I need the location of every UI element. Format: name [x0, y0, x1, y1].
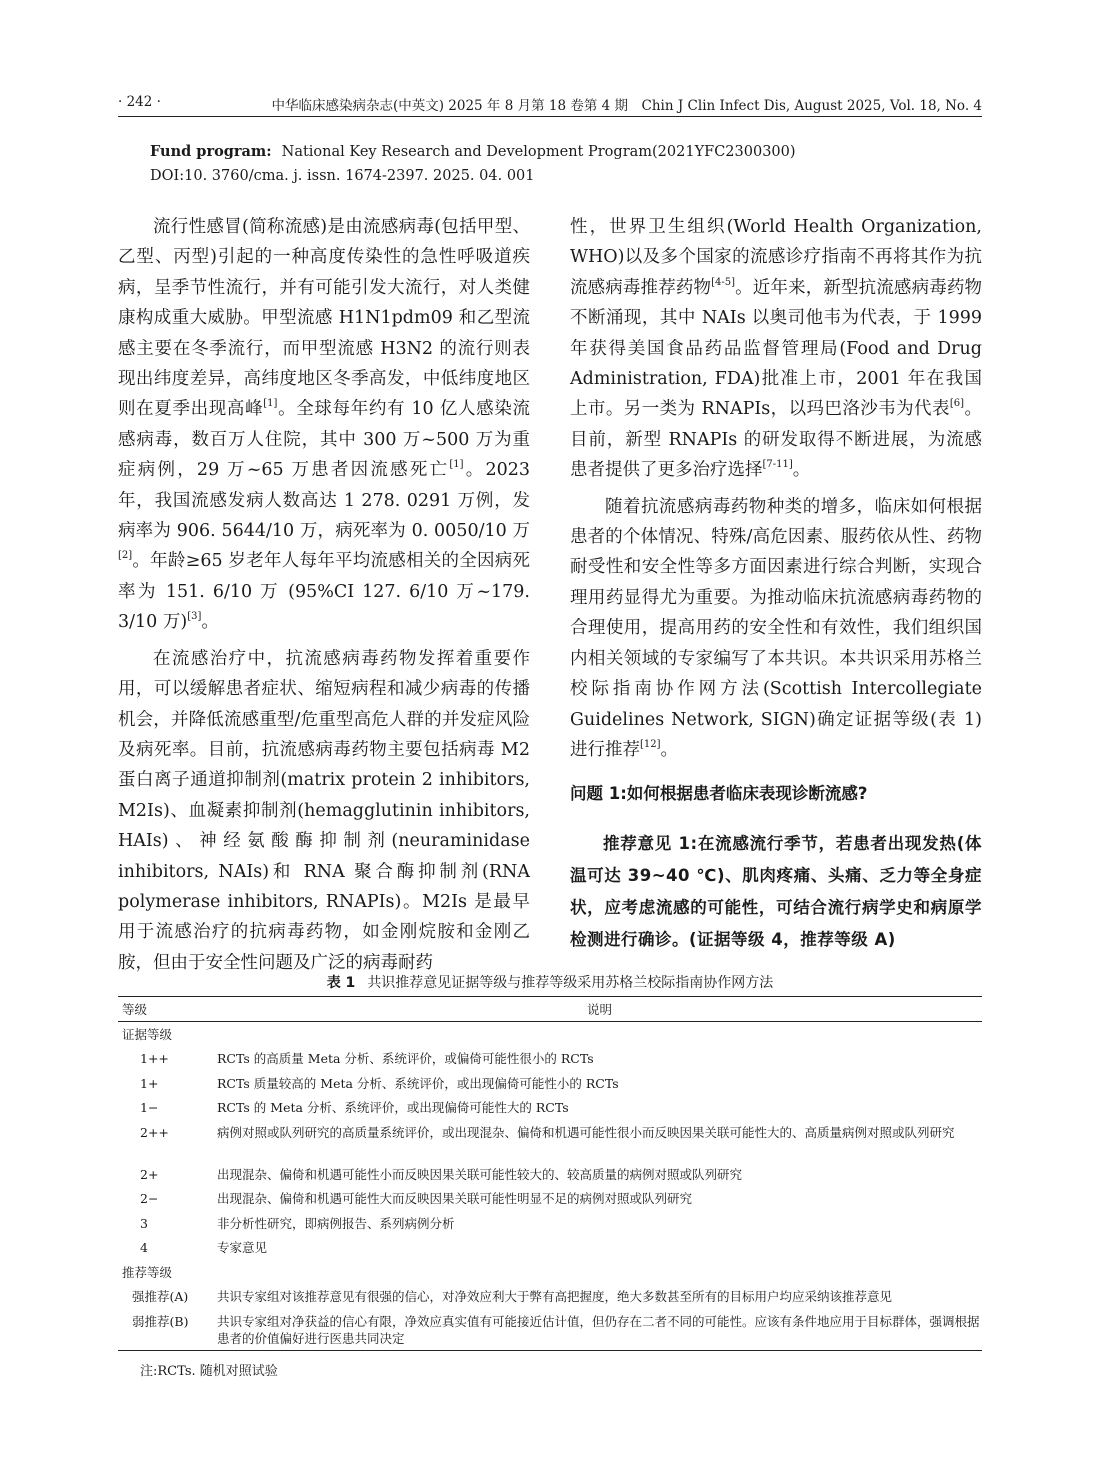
intro-paragraph-2: 在流感治疗中，抗流感病毒药物发挥着重要作用，可以缓解患者症状、缩短病程和减少病毒的传播机会，并降低流感重型/危重型高危人群的并发症风险及病死率。目前，抗流感病毒药物主要包括病毒 M2 蛋白离子通道抑制剂(matrix protein 2 inhibitors, M2Is)、血凝素抑制剂(hemagglutinin inhibitors, HAIs)、神经氨酸酶抑制剂(neuraminidase inhibitors, NAIs)和 RNA 聚合酶抑制剂(RNA polymerase inhibitors, RNAPIs)。M2Is 是最早用于流感治疗的抗病毒药物，如金刚烷胺和金刚乙胺，但由于安全性问题及广泛的病毒耐药	[118, 648, 530, 973]
citation-7-11[interactable]: [7-11]	[762, 459, 793, 471]
level-cell: 1+	[140, 1075, 159, 1091]
fund-block	[150, 140, 796, 188]
citation-6[interactable]: [6]	[949, 398, 965, 410]
cont-text-b: 。近年来，新型抗流感病毒药物不断涌现，其中 NAIs 以奥司他韦为代表，于 1999 年获得美国食品药品监督管理局(Food and Drug Administration, FDA)批准上市，2001 年在我国上市。另一类为 RNAPIs，以玛巴洛沙韦为代表	[570, 277, 982, 420]
desc-cell: 专家意见	[217, 1240, 268, 1255]
intro-text-b: 。全球每年约有 10 亿人感染流感病毒，数百万人住院，其中 300 万~500 万为重症病例，29 万~65 万患者因流感死亡	[118, 399, 530, 481]
right-column	[570, 212, 982, 956]
col-header-level: 等级	[118, 997, 217, 1022]
citation-3[interactable]: [3]	[187, 611, 202, 623]
level-cell: 4	[140, 1240, 148, 1255]
desc-cell: 非分析性研究，即病例报告、系列病例分析	[217, 1215, 455, 1231]
citation-1[interactable]: [1]	[263, 398, 278, 410]
col-header-description: 说明	[217, 997, 982, 1022]
table-row	[118, 1309, 982, 1351]
table-title: 共识推荐意见证据等级与推荐等级采用苏格兰校际指南协作网方法	[367, 975, 774, 991]
desc-cell: 出现混杂、偏倚和机遇可能性大而反映因果关联可能性明显不足的病例对照或队列研究	[217, 1191, 693, 1206]
table-row	[118, 1071, 982, 1096]
group-row-recommendation	[118, 1260, 982, 1285]
group-label: 证据等级	[122, 1027, 173, 1042]
table-row	[118, 1284, 982, 1309]
citation-4-5[interactable]: [4-5]	[711, 276, 736, 288]
citation-12[interactable]: [12]	[640, 738, 661, 750]
table-row	[118, 1211, 982, 1236]
table-caption	[118, 972, 982, 992]
purpose-text-a: 随着抗流感病毒药物种类的增多，临床如何根据患者的个体情况、特殊/高危因素、服药依从性、药物耐受性和安全性等多方面因素进行综合判断，实现合理用药显得尤为重要。为推动临床抗流感病毒药物的合理使用，提高用药的安全性和有效性，我们组织国内相关领域的专家编写了本共识。本共识采用苏格兰校际指南协作网方法(Scottish Intercollegiate Guidelines Network, SIGN)确定证据等级(表 1)进行推荐	[570, 496, 982, 760]
continued-paragraph	[570, 212, 982, 486]
citation-2[interactable]: [2]	[118, 550, 133, 562]
header-rule	[118, 116, 982, 117]
table-row	[118, 1095, 982, 1120]
table-row	[118, 1120, 982, 1162]
cont-text-d: 。	[792, 460, 811, 481]
doi-line: DOI:10. 3760/cma. j. issn. 1674-2397. 2025. 04. 001	[150, 168, 535, 184]
level-cell: 1++	[140, 1051, 169, 1066]
purpose-text-b: 。	[660, 739, 679, 760]
left-column	[118, 212, 530, 978]
table-note: 注:RCTs. 随机对照试验	[140, 1364, 278, 1379]
level-cell: 3	[140, 1215, 148, 1231]
group-label: 推荐等级	[122, 1264, 173, 1280]
journal-title: 中华临床感染病杂志(中英文) 2025 年 8 月第 18 卷第 4 期 Chin J Clin Infect Dis, August 2025, Vol. 18, No. 4	[271, 98, 982, 114]
cont-text-a: 性，世界卫生组织(World Health Organization, WHO)以及多个国家的流感诊疗指南不再将其作为抗流感病毒推荐药物	[570, 217, 982, 298]
page-number: · 242 ·	[118, 94, 161, 110]
group-row-evidence	[118, 1022, 982, 1047]
desc-cell: RCTs 的高质量 Meta 分析、系统评价，或偏倚可能性很小的 RCTs	[217, 1051, 594, 1066]
table-label: 表 1	[326, 975, 356, 991]
question-heading: 问题 1:如何根据患者临床表现诊断流感?	[570, 784, 868, 804]
intro-text-d: 。年龄≥65 岁老年人每年平均流感相关的全因病死率为 151. 6/10 万 (95%CI 127. 6/10 万~179. 3/10 万)	[118, 551, 530, 633]
desc-cell: RCTs 质量较高的 Meta 分析、系统评价，或出现偏倚可能性小的 RCTs	[217, 1075, 619, 1091]
evidence-table	[118, 996, 982, 1351]
desc-cell: 出现混杂、偏倚和机遇可能性小而反映因果关联可能性较大的、较高质量的病例对照或队列研究	[217, 1166, 743, 1182]
fund-label: Fund program:	[150, 143, 272, 160]
intro-text-a: 流行性感冒(简称流感)是由流感病毒(包括甲型、乙型、丙型)引起的一种高度传染性的急性呼吸道疾病，呈季节性流行，并有可能引发大流行，对人类健康构成重大威胁。甲型流感 H1N1pdm09 和乙型流感主要在冬季流行，而甲型流感 H3N2 的流行则表现出纬度差异，高纬度地区冬季高发，中低纬度地区则在夏季出现高峰	[118, 217, 530, 420]
fund-text: National Key Research and Development Program(2021YFC2300300)	[281, 144, 796, 160]
level-cell: 2+	[140, 1166, 159, 1182]
fund-program-line	[150, 140, 796, 164]
table-row	[118, 1046, 982, 1071]
recommendation-1: 推荐意见 1:在流感流行季节，若患者出现发热(体温可达 39~40 ℃)、肌肉疼痛、头痛、乏力等全身症状，应考虑流感的可能性，可结合流行病学史和病原学检测进行确诊。(证据等级 4，推荐等级 A)	[570, 833, 982, 949]
intro-paragraph-1	[118, 212, 530, 638]
cont-text-c: 。目前，新型 RNAPIs 的研发取得不断进展，为流感患者提供了更多治疗选择	[570, 399, 983, 481]
intro-text-c: 。2023 年，我国流感发病人数高达 1 278. 0291 万例，发病率为 906. 5644/10 万，病死率为 0. 0050/10 万	[118, 460, 530, 542]
level-cell: 2−	[140, 1191, 159, 1206]
level-cell: 1−	[140, 1100, 159, 1115]
intro-text-e: 。	[201, 612, 219, 633]
table-row	[118, 1235, 982, 1260]
desc-cell: 共识专家组对净获益的信心有限，净效应真实值有可能接近估计值，但仍存在二者不同的可能性。应该有条件地应用于目标群体，强调根据患者的价值偏好进行医患共同决定	[217, 1309, 982, 1351]
table-row	[118, 1162, 982, 1187]
level-cell: 弱推荐(B)	[118, 1309, 217, 1351]
desc-cell: RCTs 的 Meta 分析、系统评价，或出现偏倚可能性大的 RCTs	[217, 1100, 569, 1115]
desc-cell: 共识专家组对该推荐意见有很强的信心，对净效应利大于弊有高把握度，绝大多数甚至所有的目标用户均应采纳该推荐意见	[217, 1289, 893, 1304]
citation-1b[interactable]: [1]	[449, 459, 464, 471]
table-header-row	[118, 997, 982, 1022]
desc-cell: 病例对照或队列研究的高质量系统评价，或出现混杂、偏倚和机遇可能性很小而反映因果关联可能性大的、高质量病例对照或队列研究	[217, 1124, 955, 1140]
purpose-paragraph	[570, 492, 982, 766]
level-cell: 强推荐(A)	[132, 1289, 189, 1304]
table-row	[118, 1186, 982, 1211]
level-cell: 2++	[140, 1124, 169, 1140]
